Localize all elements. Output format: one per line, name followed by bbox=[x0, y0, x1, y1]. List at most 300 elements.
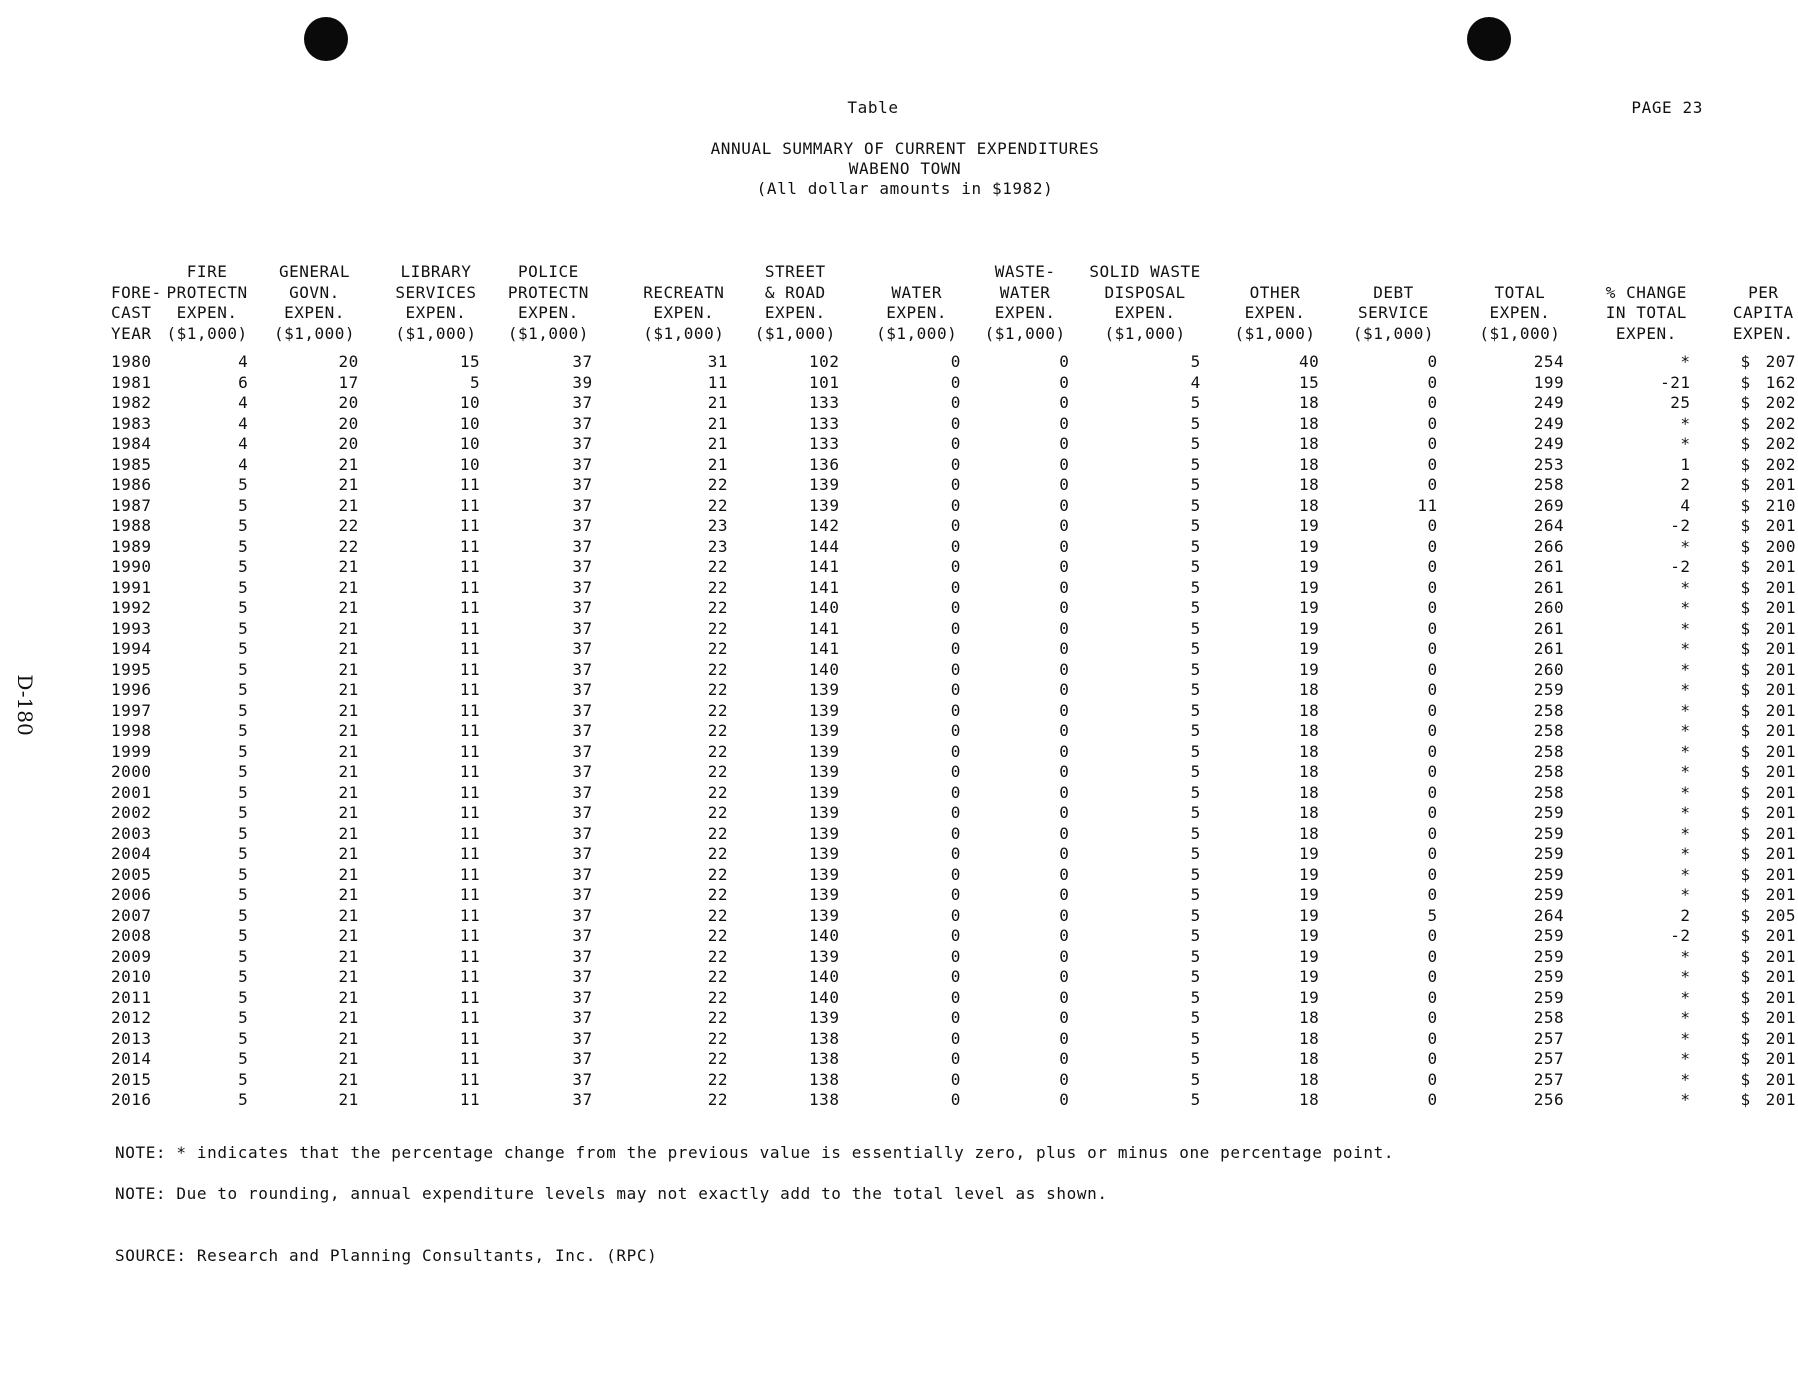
cell-year: 1995 bbox=[111, 659, 152, 679]
cell-fire: 5 bbox=[238, 946, 249, 966]
cell-pct: * bbox=[1680, 577, 1691, 597]
currency-symbol: $ bbox=[1740, 434, 1751, 453]
cell-pct: -2 bbox=[1670, 557, 1691, 576]
cell-lib: 11 bbox=[459, 577, 481, 597]
currency-symbol: $ bbox=[1740, 680, 1751, 699]
cell-pol: 37 bbox=[572, 905, 593, 925]
header-pc-line bbox=[1729, 262, 1798, 283]
cell-lib: 11 bbox=[459, 864, 481, 884]
cell-pol: 37 bbox=[572, 495, 593, 515]
cell-ww: 0 bbox=[1059, 516, 1070, 535]
cell-oth: 18 bbox=[1298, 1090, 1320, 1109]
cell-gen: 21 bbox=[338, 618, 359, 638]
cell-sw: 5 bbox=[1190, 618, 1201, 638]
cell-str: 141 bbox=[809, 618, 840, 638]
page-number: PAGE 23 bbox=[1631, 98, 1703, 117]
cell-fire: 5 bbox=[238, 495, 249, 515]
cell-year: 2010 bbox=[111, 967, 152, 986]
cell-tot: 249 bbox=[1533, 393, 1565, 412]
per-capita-value: 200 bbox=[1765, 536, 1796, 556]
cell-debt: 0 bbox=[1427, 864, 1438, 884]
cell-lib: 11 bbox=[459, 762, 481, 781]
cell-fire: 4 bbox=[238, 454, 249, 474]
cell-fire: 5 bbox=[238, 721, 249, 740]
cell-debt: 0 bbox=[1427, 803, 1438, 822]
cell-gen: 21 bbox=[338, 475, 359, 494]
cell-tot: 261 bbox=[1533, 577, 1565, 597]
cell-sw: 5 bbox=[1190, 393, 1201, 412]
cell-year: 1992 bbox=[111, 598, 152, 617]
cell-oth: 18 bbox=[1298, 782, 1320, 802]
cell-str: 101 bbox=[809, 372, 840, 392]
cell-pc bbox=[1729, 680, 1798, 701]
cell-debt: 0 bbox=[1427, 516, 1438, 535]
cell-pol: 37 bbox=[572, 782, 593, 802]
cell-debt: 0 bbox=[1427, 1049, 1438, 1068]
cell-pc bbox=[1729, 926, 1798, 947]
cell-year: 1999 bbox=[111, 741, 152, 761]
cell-pol: 37 bbox=[572, 1069, 593, 1089]
cell-gen: 21 bbox=[338, 741, 359, 761]
note-rounding: NOTE: Due to rounding, annual expenditure levels may not exactly add to the total level as shown. bbox=[115, 1184, 1108, 1203]
cell-debt: 0 bbox=[1427, 844, 1438, 863]
cell-pol: 37 bbox=[572, 803, 593, 822]
currency-symbol: $ bbox=[1740, 454, 1751, 474]
table-row bbox=[111, 1070, 1798, 1091]
cell-lib: 11 bbox=[459, 721, 481, 740]
cell-sw: 5 bbox=[1190, 885, 1201, 904]
per-capita-value: 207 bbox=[1765, 352, 1796, 371]
currency-symbol: $ bbox=[1740, 577, 1751, 597]
cell-sw: 5 bbox=[1190, 475, 1201, 494]
cell-pct: * bbox=[1680, 598, 1691, 617]
cell-ww: 0 bbox=[1059, 434, 1070, 453]
header-rec-line: EXPEN. bbox=[653, 303, 715, 322]
cell-year: 2008 bbox=[111, 926, 152, 945]
header-pol-line: PROTECTN bbox=[507, 282, 589, 302]
header-lib bbox=[392, 262, 504, 352]
cell-wat: 0 bbox=[950, 639, 961, 658]
cell-oth: 18 bbox=[1298, 393, 1320, 412]
cell-wat: 0 bbox=[950, 700, 961, 720]
currency-symbol: $ bbox=[1740, 885, 1751, 904]
cell-pct: * bbox=[1680, 741, 1691, 761]
cell-wat: 0 bbox=[950, 372, 961, 392]
cell-gen: 21 bbox=[338, 762, 359, 781]
cell-gen: 20 bbox=[338, 352, 359, 371]
cell-pc bbox=[1729, 639, 1798, 660]
cell-oth: 19 bbox=[1298, 864, 1320, 884]
table-body bbox=[111, 352, 1798, 1111]
table-row bbox=[111, 516, 1798, 537]
cell-gen: 20 bbox=[338, 413, 359, 433]
cell-year: 1984 bbox=[111, 434, 152, 453]
cell-year: 1980 bbox=[111, 352, 152, 371]
cell-fire: 5 bbox=[238, 536, 249, 556]
cell-tot: 264 bbox=[1533, 516, 1565, 535]
side-label-text: D-180 bbox=[13, 674, 37, 736]
cell-pct: * bbox=[1680, 823, 1691, 843]
cell-sw: 5 bbox=[1190, 557, 1201, 576]
cell-debt: 0 bbox=[1427, 885, 1438, 904]
header-pc bbox=[1729, 262, 1798, 352]
currency-symbol: $ bbox=[1740, 926, 1751, 945]
cell-lib: 11 bbox=[459, 516, 481, 535]
cell-pol: 37 bbox=[572, 577, 593, 597]
cell-fire: 4 bbox=[238, 393, 249, 412]
header-sw-line: DISPOSAL bbox=[1104, 282, 1186, 302]
cell-year: 2012 bbox=[111, 1008, 152, 1027]
cell-gen: 21 bbox=[338, 864, 359, 884]
cell-year: 1986 bbox=[111, 475, 152, 494]
cell-tot: 253 bbox=[1533, 454, 1565, 474]
cell-pol: 37 bbox=[572, 823, 593, 843]
cell-tot: 259 bbox=[1533, 946, 1565, 966]
cell-debt: 0 bbox=[1427, 700, 1438, 720]
cell-ww: 0 bbox=[1059, 741, 1070, 761]
header-pct bbox=[1602, 262, 1728, 352]
cell-ww: 0 bbox=[1059, 987, 1070, 1007]
cell-wat: 0 bbox=[950, 823, 961, 843]
cell-rec: 31 bbox=[707, 352, 729, 371]
cell-ww: 0 bbox=[1059, 598, 1070, 617]
table-row bbox=[111, 988, 1798, 1009]
cell-str: 141 bbox=[809, 577, 840, 597]
cell-pct: * bbox=[1680, 1028, 1691, 1048]
table-row bbox=[111, 762, 1798, 783]
cell-year: 1989 bbox=[111, 536, 152, 556]
cell-fire: 4 bbox=[238, 352, 249, 371]
cell-wat: 0 bbox=[950, 659, 961, 679]
header-oth-line bbox=[1231, 262, 1319, 283]
cell-pct: * bbox=[1680, 1008, 1691, 1027]
cell-pc bbox=[1729, 619, 1798, 640]
currency-symbol: $ bbox=[1740, 352, 1751, 371]
cell-gen: 21 bbox=[338, 557, 359, 576]
cell-fire: 5 bbox=[238, 700, 249, 720]
cell-rec: 22 bbox=[707, 864, 729, 884]
cell-fire: 5 bbox=[238, 823, 249, 843]
currency-symbol: $ bbox=[1740, 721, 1751, 740]
cell-ww: 0 bbox=[1059, 926, 1070, 945]
per-capita-value: 205 bbox=[1765, 905, 1796, 925]
cell-str: 139 bbox=[809, 721, 840, 740]
cell-tot: 266 bbox=[1533, 536, 1565, 556]
cell-debt: 0 bbox=[1427, 618, 1438, 638]
cell-gen: 21 bbox=[338, 967, 359, 986]
cell-sw: 4 bbox=[1190, 372, 1201, 392]
currency-symbol: $ bbox=[1740, 1049, 1751, 1068]
per-capita-value: 201 bbox=[1765, 926, 1796, 945]
header-ww bbox=[981, 262, 1089, 352]
header-rec-line bbox=[640, 262, 728, 283]
cell-sw: 5 bbox=[1190, 495, 1201, 515]
cell-pct: * bbox=[1680, 1069, 1691, 1089]
cell-str: 139 bbox=[809, 680, 840, 699]
per-capita-value: 201 bbox=[1765, 1049, 1796, 1068]
cell-fire: 5 bbox=[238, 680, 249, 699]
cell-pc bbox=[1729, 865, 1798, 886]
cell-rec: 22 bbox=[707, 659, 729, 679]
header-pct-line: % CHANGE bbox=[1605, 282, 1687, 302]
header-lib-line: SERVICES bbox=[395, 282, 477, 302]
cell-str: 139 bbox=[809, 803, 840, 822]
cell-gen: 21 bbox=[338, 926, 359, 945]
cell-sw: 5 bbox=[1190, 967, 1201, 986]
cell-sw: 5 bbox=[1190, 1049, 1201, 1068]
per-capita-value: 201 bbox=[1765, 864, 1796, 884]
cell-tot: 258 bbox=[1533, 475, 1565, 494]
per-capita-value: 201 bbox=[1765, 639, 1796, 658]
cell-sw: 5 bbox=[1190, 782, 1201, 802]
cell-oth: 18 bbox=[1298, 823, 1320, 843]
cell-tot: 259 bbox=[1533, 967, 1565, 986]
cell-ww: 0 bbox=[1059, 823, 1070, 843]
header-tot-line: EXPEN. bbox=[1489, 303, 1551, 322]
cell-debt: 11 bbox=[1417, 495, 1438, 515]
cell-oth: 18 bbox=[1298, 454, 1320, 474]
cell-oth: 18 bbox=[1298, 1049, 1320, 1068]
currency-symbol: $ bbox=[1740, 516, 1751, 535]
cell-rec: 22 bbox=[707, 1090, 729, 1109]
cell-gen: 21 bbox=[338, 639, 359, 658]
table-row bbox=[111, 742, 1798, 763]
per-capita-value: 201 bbox=[1765, 967, 1796, 986]
cell-pol: 37 bbox=[572, 1028, 593, 1048]
cell-tot: 264 bbox=[1533, 905, 1565, 925]
source-note: SOURCE: Research and Planning Consultants, Inc. (RPC) bbox=[115, 1246, 658, 1265]
cell-ww: 0 bbox=[1059, 577, 1070, 597]
header-pol-line: EXPEN. bbox=[517, 303, 579, 322]
cell-fire: 5 bbox=[238, 905, 249, 925]
cell-rec: 21 bbox=[707, 434, 729, 453]
cell-pct: 4 bbox=[1680, 495, 1691, 515]
title-line-1: ANNUAL SUMMARY OF CURRENT EXPENDITURES bbox=[710, 139, 1100, 158]
cell-fire: 5 bbox=[238, 987, 249, 1007]
cell-ww: 0 bbox=[1059, 700, 1070, 720]
per-capita-value: 201 bbox=[1765, 475, 1796, 494]
cell-wat: 0 bbox=[950, 762, 961, 781]
title-line-2: WABENO TOWN bbox=[848, 159, 962, 178]
cell-pct: * bbox=[1680, 700, 1691, 720]
cell-pol: 37 bbox=[572, 926, 593, 945]
cell-pc bbox=[1729, 988, 1798, 1009]
cell-pct: * bbox=[1680, 680, 1691, 699]
cell-oth: 18 bbox=[1298, 475, 1320, 494]
cell-ww: 0 bbox=[1059, 352, 1070, 371]
cell-ww: 0 bbox=[1059, 782, 1070, 802]
header-pol bbox=[504, 262, 639, 352]
table-row bbox=[111, 885, 1798, 906]
header-year-line: CAST bbox=[111, 303, 152, 322]
header-year bbox=[111, 262, 166, 352]
cell-str: 139 bbox=[809, 475, 840, 494]
cell-pct: * bbox=[1680, 885, 1691, 904]
cell-lib: 11 bbox=[459, 926, 481, 945]
cell-ww: 0 bbox=[1059, 1049, 1070, 1068]
cell-str: 139 bbox=[809, 782, 840, 802]
per-capita-value: 201 bbox=[1765, 680, 1796, 699]
header-oth-line: EXPEN. bbox=[1244, 303, 1306, 322]
cell-lib: 10 bbox=[459, 454, 481, 474]
header-year-line: YEAR bbox=[111, 323, 152, 343]
cell-str: 139 bbox=[809, 823, 840, 843]
cell-pct: -21 bbox=[1660, 372, 1691, 392]
cell-oth: 19 bbox=[1298, 844, 1320, 863]
cell-pc bbox=[1729, 516, 1798, 537]
cell-pct: * bbox=[1680, 413, 1691, 433]
cell-wat: 0 bbox=[950, 680, 961, 699]
cell-sw: 5 bbox=[1190, 1090, 1201, 1109]
cell-str: 138 bbox=[809, 1069, 840, 1089]
cell-debt: 0 bbox=[1427, 946, 1438, 966]
document-title bbox=[0, 139, 1798, 199]
cell-pct: * bbox=[1680, 803, 1691, 822]
header-sw-line: ($1,000) bbox=[1104, 323, 1186, 343]
table-row bbox=[111, 373, 1798, 394]
cell-year: 2006 bbox=[111, 885, 152, 904]
cell-pol: 37 bbox=[572, 639, 593, 658]
header-tot-line: ($1,000) bbox=[1479, 323, 1561, 343]
cell-tot: 258 bbox=[1533, 782, 1565, 802]
table-row bbox=[111, 496, 1798, 517]
cell-fire: 5 bbox=[238, 926, 249, 945]
cell-oth: 18 bbox=[1298, 413, 1320, 433]
cell-sw: 5 bbox=[1190, 844, 1201, 863]
header-ww-line: ($1,000) bbox=[984, 323, 1066, 343]
cell-pol: 37 bbox=[572, 967, 593, 986]
cell-ww: 0 bbox=[1059, 393, 1070, 412]
cell-oth: 19 bbox=[1298, 926, 1320, 945]
per-capita-value: 202 bbox=[1765, 393, 1796, 412]
cell-year: 2013 bbox=[111, 1028, 152, 1048]
header-tot-line: TOTAL bbox=[1494, 282, 1546, 302]
cell-pc bbox=[1729, 762, 1798, 783]
cell-pol: 37 bbox=[572, 618, 593, 638]
currency-symbol: $ bbox=[1740, 393, 1751, 412]
cell-rec: 22 bbox=[707, 762, 729, 781]
cell-rec: 22 bbox=[707, 721, 729, 740]
per-capita-value: 201 bbox=[1765, 1008, 1796, 1027]
cell-fire: 5 bbox=[238, 885, 249, 904]
cell-oth: 18 bbox=[1298, 803, 1320, 822]
cell-sw: 5 bbox=[1190, 598, 1201, 617]
cell-lib: 11 bbox=[459, 905, 481, 925]
cell-sw: 5 bbox=[1190, 352, 1201, 371]
header-debt-line: ($1,000) bbox=[1352, 323, 1434, 343]
cell-rec: 22 bbox=[707, 1008, 729, 1027]
cell-pct: * bbox=[1680, 721, 1691, 740]
cell-sw: 5 bbox=[1190, 680, 1201, 699]
header-pct-line: EXPEN. bbox=[1615, 323, 1677, 343]
cell-oth: 19 bbox=[1298, 516, 1320, 535]
cell-lib: 11 bbox=[459, 741, 481, 761]
cell-pc bbox=[1729, 906, 1798, 927]
binder-hole-right bbox=[1467, 17, 1511, 61]
currency-symbol: $ bbox=[1740, 967, 1751, 986]
cell-sw: 5 bbox=[1190, 639, 1201, 658]
cell-wat: 0 bbox=[950, 946, 961, 966]
cell-str: 139 bbox=[809, 864, 840, 884]
cell-wat: 0 bbox=[950, 782, 961, 802]
cell-wat: 0 bbox=[950, 967, 961, 986]
per-capita-value: 201 bbox=[1765, 1028, 1796, 1048]
cell-ww: 0 bbox=[1059, 1028, 1070, 1048]
cell-tot: 257 bbox=[1533, 1049, 1565, 1068]
table-row bbox=[111, 455, 1798, 476]
cell-pc bbox=[1729, 660, 1798, 681]
table-row bbox=[111, 1008, 1798, 1029]
cell-pol: 37 bbox=[572, 1008, 593, 1027]
cell-str: 140 bbox=[809, 967, 840, 986]
cell-tot: 259 bbox=[1533, 823, 1565, 843]
cell-gen: 21 bbox=[338, 1069, 359, 1089]
header-pol-line: POLICE bbox=[517, 262, 579, 281]
cell-oth: 19 bbox=[1298, 885, 1320, 904]
cell-pc bbox=[1729, 1070, 1798, 1091]
cell-wat: 0 bbox=[950, 536, 961, 556]
cell-debt: 0 bbox=[1427, 1069, 1438, 1089]
cell-pc bbox=[1729, 434, 1798, 455]
per-capita-value: 202 bbox=[1765, 454, 1796, 474]
cell-oth: 19 bbox=[1298, 659, 1320, 679]
cell-pc bbox=[1729, 455, 1798, 476]
cell-gen: 21 bbox=[338, 823, 359, 843]
cell-lib: 11 bbox=[459, 967, 481, 986]
cell-rec: 22 bbox=[707, 987, 729, 1007]
cell-str: 139 bbox=[809, 1008, 840, 1027]
cell-debt: 0 bbox=[1427, 413, 1438, 433]
cell-pct: 2 bbox=[1680, 475, 1691, 494]
cell-fire: 4 bbox=[238, 413, 249, 433]
cell-pct: 1 bbox=[1680, 454, 1691, 474]
cell-gen: 21 bbox=[338, 577, 359, 597]
cell-gen: 21 bbox=[338, 803, 359, 822]
per-capita-value: 201 bbox=[1765, 1069, 1796, 1089]
cell-str: 141 bbox=[809, 639, 840, 658]
header-sw-line: SOLID WASTE bbox=[1089, 262, 1201, 281]
cell-year: 2004 bbox=[111, 844, 152, 863]
per-capita-value: 201 bbox=[1765, 762, 1796, 781]
cell-sw: 5 bbox=[1190, 577, 1201, 597]
currency-symbol: $ bbox=[1740, 823, 1751, 843]
cell-str: 136 bbox=[809, 454, 840, 474]
cell-str: 138 bbox=[809, 1090, 840, 1109]
cell-debt: 0 bbox=[1427, 926, 1438, 945]
currency-symbol: $ bbox=[1740, 475, 1751, 494]
cell-year: 2011 bbox=[111, 987, 152, 1007]
cell-pol: 37 bbox=[572, 987, 593, 1007]
cell-fire: 5 bbox=[238, 741, 249, 761]
cell-pc bbox=[1729, 352, 1798, 373]
cell-str: 138 bbox=[809, 1049, 840, 1068]
cell-fire: 5 bbox=[238, 762, 249, 781]
cell-rec: 22 bbox=[707, 598, 729, 617]
currency-symbol: $ bbox=[1740, 700, 1751, 720]
cell-pct: * bbox=[1680, 536, 1691, 556]
cell-tot: 260 bbox=[1533, 659, 1565, 679]
cell-rec: 22 bbox=[707, 618, 729, 638]
header-lib-line: ($1,000) bbox=[395, 323, 477, 343]
cell-lib: 11 bbox=[459, 987, 481, 1007]
cell-pol: 37 bbox=[572, 864, 593, 884]
header-ww-line: WATER bbox=[999, 282, 1051, 302]
cell-sw: 5 bbox=[1190, 1008, 1201, 1027]
cell-fire: 5 bbox=[238, 864, 249, 884]
cell-debt: 0 bbox=[1427, 1090, 1438, 1109]
header-rec-line: ($1,000) bbox=[643, 323, 725, 343]
cell-pc bbox=[1729, 537, 1798, 558]
